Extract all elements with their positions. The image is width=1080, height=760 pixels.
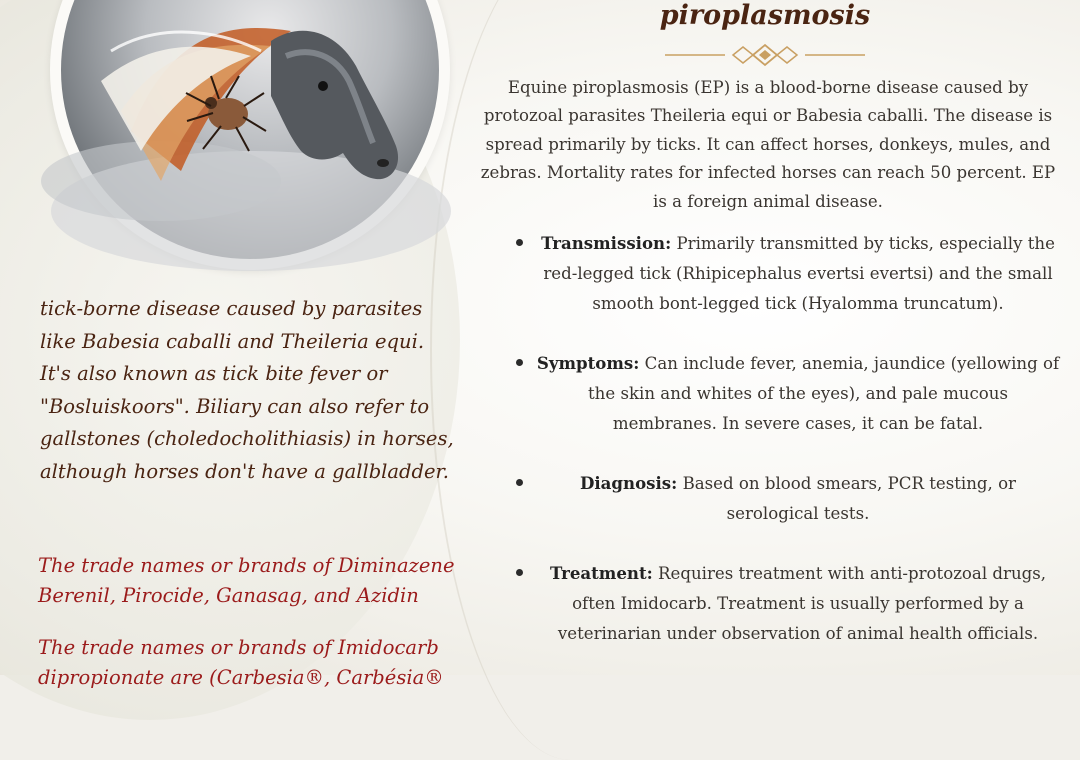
bullet-text: Primarily transmitted by ticks, especially the red-legged tick (Rhipicephalus evertsi evertsi) and the small smooth bont-legged tick (Hyalomma truncatum).: [543, 234, 1055, 313]
bullet-icon: [516, 479, 523, 486]
bullet-icon: [516, 239, 523, 246]
list-item: [478, 468, 1060, 529]
ornament-divider: [665, 40, 865, 70]
bullet-text: Based on blood smears, PCR testing, or serological tests.: [682, 474, 1016, 523]
biliary-paragraph: tick-borne disease caused by parasites like Babesia caballi and Theileria equi. It's also known as tick bite fever or "Bosluiskoors". Biliary can also refer to gallstones (choledocholithiasis) in horses, although horses don't have a gallbladder.: [40, 297, 454, 483]
intro-paragraph: Equine piroplasmosis (EP) is a blood-borne disease caused by protozoal parasites Theileria equi or Babesia caballi. The disease is spread primarily by ticks. It can affect horses, donkeys, mules, and zebras. Mortality rates for infected horses can reach 50 percent. EP is a foreign animal disease.: [480, 78, 1056, 211]
bullet-icon: [516, 569, 523, 576]
bullet-label: Treatment:: [549, 563, 653, 583]
list-item: [478, 558, 1060, 649]
biliary-description: [40, 293, 460, 488]
horse-tick-illustration: [50, 0, 450, 270]
bullet-label: Transmission:: [541, 233, 672, 253]
bullet-icon: [516, 359, 523, 366]
bullet-label: Diagnosis:: [579, 473, 678, 493]
page-title: piroplasmosis: [659, 0, 871, 31]
bullet-label: Symptoms:: [536, 353, 640, 373]
list-item: [478, 228, 1060, 319]
list-item: [478, 348, 1060, 439]
diminazene-trade-names: The trade names or brands of Diminazene Berenil, Pirocide, Ganasag, and Azidin: [38, 554, 455, 607]
imidocarb-trade-names: The trade names or brands of Imidocarb dipropionate are (Carbesia®, Carbésia®: [38, 636, 444, 689]
horse-image: [61, 0, 439, 259]
bullet-text: Requires treatment with anti-protozoal drugs, often Imidocarb. Treatment is usually performed by a veterinarian under observation of animal health officials.: [557, 564, 1047, 643]
bullet-text: Can include fever, anemia, jaundice (yellowing of the skin and whites of the eyes), and pale mucous membranes. In severe cases, it can be fatal.: [588, 354, 1060, 433]
